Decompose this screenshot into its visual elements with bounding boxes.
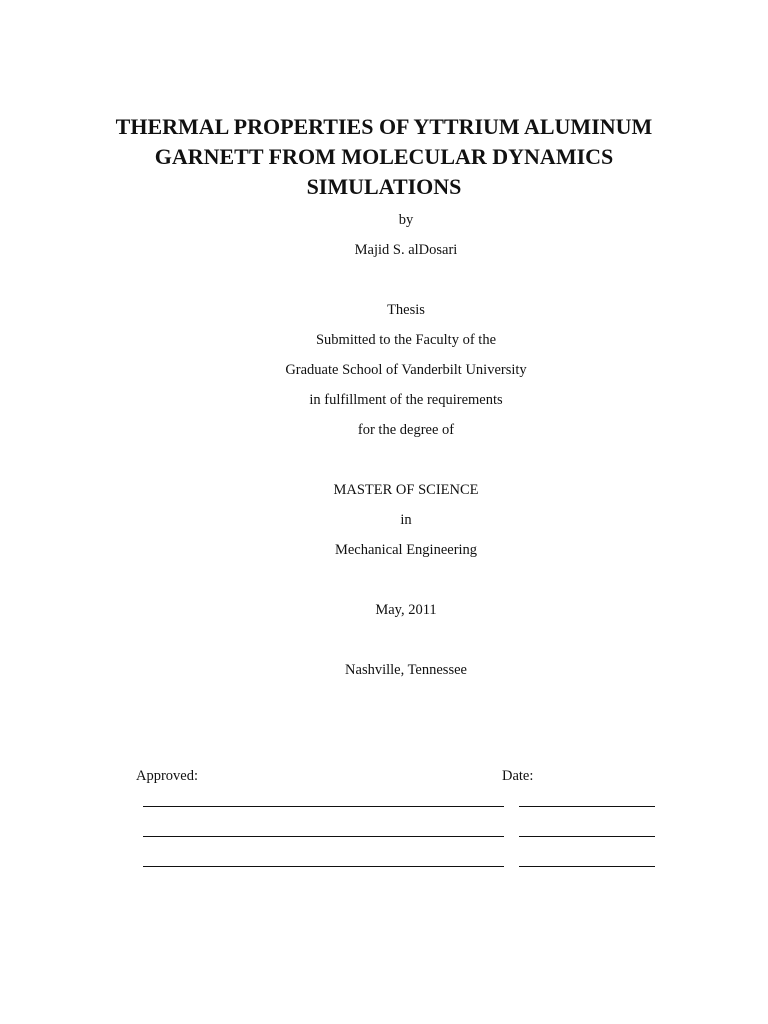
submission-line-school: Graduate School of Vanderbilt University [285,362,527,378]
signature-date-line [519,806,655,807]
thesis-label: Thesis [387,302,425,318]
signature-line [143,866,504,867]
title-line-1: THERMAL PROPERTIES OF YTTRIUM ALUMINUM [115,114,653,139]
submission-date: May, 2011 [375,602,437,618]
signature-date-line [519,866,655,867]
location: Nashville, Tennessee [345,662,467,678]
by-text: by [398,212,414,228]
signature-date-line [519,836,655,837]
author-name: Majid S. alDosari [354,242,458,258]
degree-field: Mechanical Engineering [334,542,478,558]
title-line-2: GARNETT FROM MOLECULAR DYNAMICS [154,144,614,169]
signature-line [143,836,504,837]
submission-line-fulfillment: in fulfillment of the requirements [309,392,503,408]
signature-line [143,806,504,807]
approved-label: Approved: [136,768,199,784]
degree-name: MASTER OF SCIENCE [333,482,479,498]
submission-line-degree-of: for the degree of [357,422,455,438]
date-label: Date: [502,768,534,784]
degree-connector: in [400,512,412,528]
title-line-3: SIMULATIONS [306,174,462,199]
submission-line-faculty: Submitted to the Faculty of the [315,332,497,348]
